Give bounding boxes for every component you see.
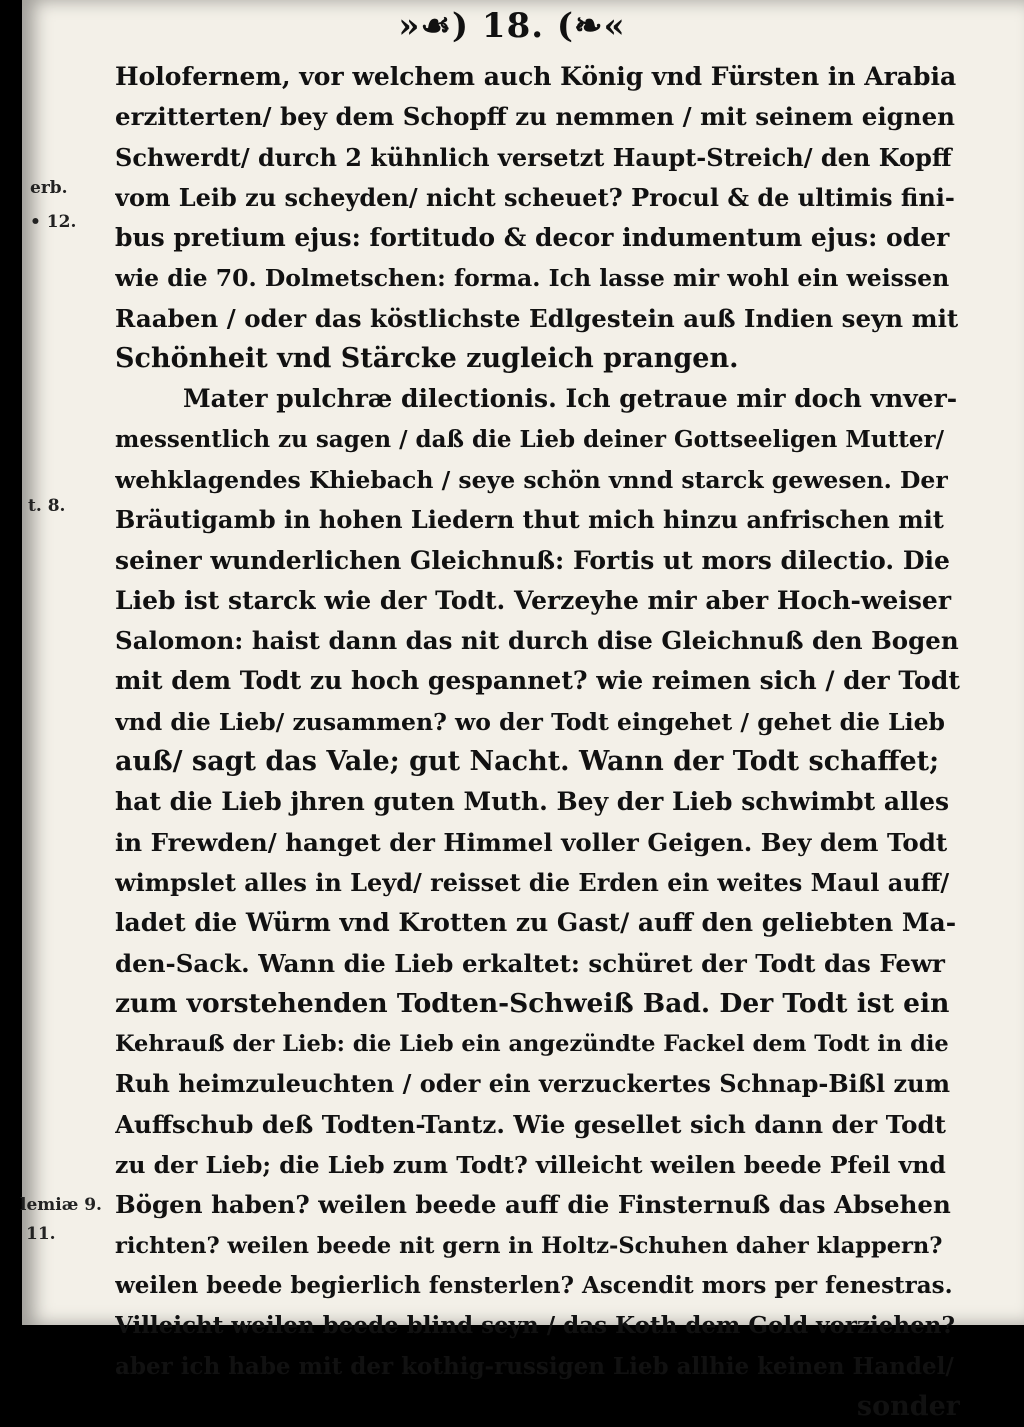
text-line: ladet die Würm vnd Krotten zu Gast/ auff den geliebten Ma- — [115, 908, 957, 938]
page-number-header: »☙) 18. (❧« — [398, 6, 626, 46]
text-line: in Frewden/ hanget der Himmel voller Geigen. Bey dem Todt — [115, 827, 948, 857]
margin-note: 11. — [26, 1224, 56, 1244]
text-line: wimpslet alles in Leyd/ reisset die Erden ein weites Maul auff/ — [115, 867, 950, 897]
text-line: wie die 70. Dolmetschen: forma. Ich lasse mir wohl ein weissen — [115, 264, 950, 293]
margin-note: lemiæ 9. — [20, 1195, 102, 1215]
text-line: zu der Lieb; die Lieb zum Todt? villeicht weilen beede Pfeil vnd — [115, 1151, 946, 1180]
text-line: mit dem Todt zu hoch gespannet? wie reimen sich / der Todt — [115, 666, 960, 696]
text-line: weilen beede begierlich fensterlen? Ascendit mors per fenestras. — [115, 1271, 953, 1299]
margin-note: • 12. — [30, 212, 77, 232]
text-line: Schwerdt/ durch 2 kühnlich versetzt Haupt-Streich/ den Kopff — [115, 142, 952, 172]
text-line: richten? weilen beede nit gern in Holtz-Schuhen daher klappern? — [115, 1232, 943, 1259]
text-line: vom Leib zu scheyden/ nicht scheuet? Procul & de ultimis fini- — [115, 182, 955, 212]
text-line: Schönheit vnd Stärcke zugleich prangen. — [115, 343, 739, 375]
margin-note: erb. — [30, 178, 68, 198]
text-line: Bräutigamb in hohen Liedern thut mich hinzu anfrischen mit — [115, 505, 944, 535]
text-line: Auffschub deß Todten-Tantz. Wie gesellet sich dann der Todt — [115, 1109, 946, 1139]
text-line: aber ich habe mit der kothig-russigen Lieb allhie keinen Handel/ — [115, 1352, 954, 1380]
text-line: Mater pulchræ dilectionis. Ich getraue mir doch vnver- — [183, 384, 958, 414]
text-line: auß/ sagt das Vale; gut Nacht. Wann der Todt schaffet; — [115, 746, 940, 778]
text-line: Kehrauß der Lieb: die Lieb ein angezündte Fackel dem Todt in die — [115, 1031, 949, 1058]
catchword: sonder — [856, 1390, 960, 1422]
text-line: Holofernem, vor welchem auch König vnd Fürsten in Arabia — [115, 62, 957, 91]
margin-note: t. 8. — [28, 496, 66, 516]
text-line: Ruh heimzuleuchten / oder ein verzuckertes Schnap-Bißl zum — [115, 1069, 950, 1099]
text-line: messentlich zu sagen / daß die Lieb deiner Gottseeligen Mutter/ — [115, 425, 944, 453]
text-line: zum vorstehenden Todten-Schweiß Bad. Der Todt ist ein — [115, 987, 950, 1019]
text-line: Lieb ist starck wie der Todt. Verzeyhe mir aber Hoch-weiser — [115, 585, 951, 615]
text-line: Villeicht weilen beede blind seyn / das Koth dem Gold vorziehen? — [115, 1312, 955, 1340]
text-line: hat die Lieb jhren guten Muth. Bey der Lieb schwimbt alles — [115, 787, 950, 817]
text-line: den-Sack. Wann die Lieb erkaltet: schüret der Todt das Fewr — [115, 948, 945, 978]
text-line: erzitterten/ bey dem Schopff zu nemmen / mit seinem eignen — [115, 102, 955, 132]
text-line: Bögen haben? weilen beede auff die Finsternuß das Absehen — [115, 1190, 951, 1220]
text-line: bus pretium ejus: fortitudo & decor indumentum ejus: oder — [115, 223, 950, 253]
text-line: seiner wunderlichen Gleichnuß: Fortis ut mors dilectio. Die — [115, 545, 950, 575]
body-text — [115, 57, 960, 1427]
text-line: Raaben / oder das köstlichste Edlgestein auß Indien seyn mit — [115, 303, 959, 333]
text-line: wehklagendes Khiebach / seye schön vnnd starck gewesen. Der — [115, 465, 948, 494]
text-line: Salomon: haist dann das nit durch dise Gleichnuß den Bogen — [115, 626, 959, 656]
text-line: vnd die Lieb/ zusammen? wo der Todt eingehet / gehet die Lieb — [115, 707, 945, 736]
